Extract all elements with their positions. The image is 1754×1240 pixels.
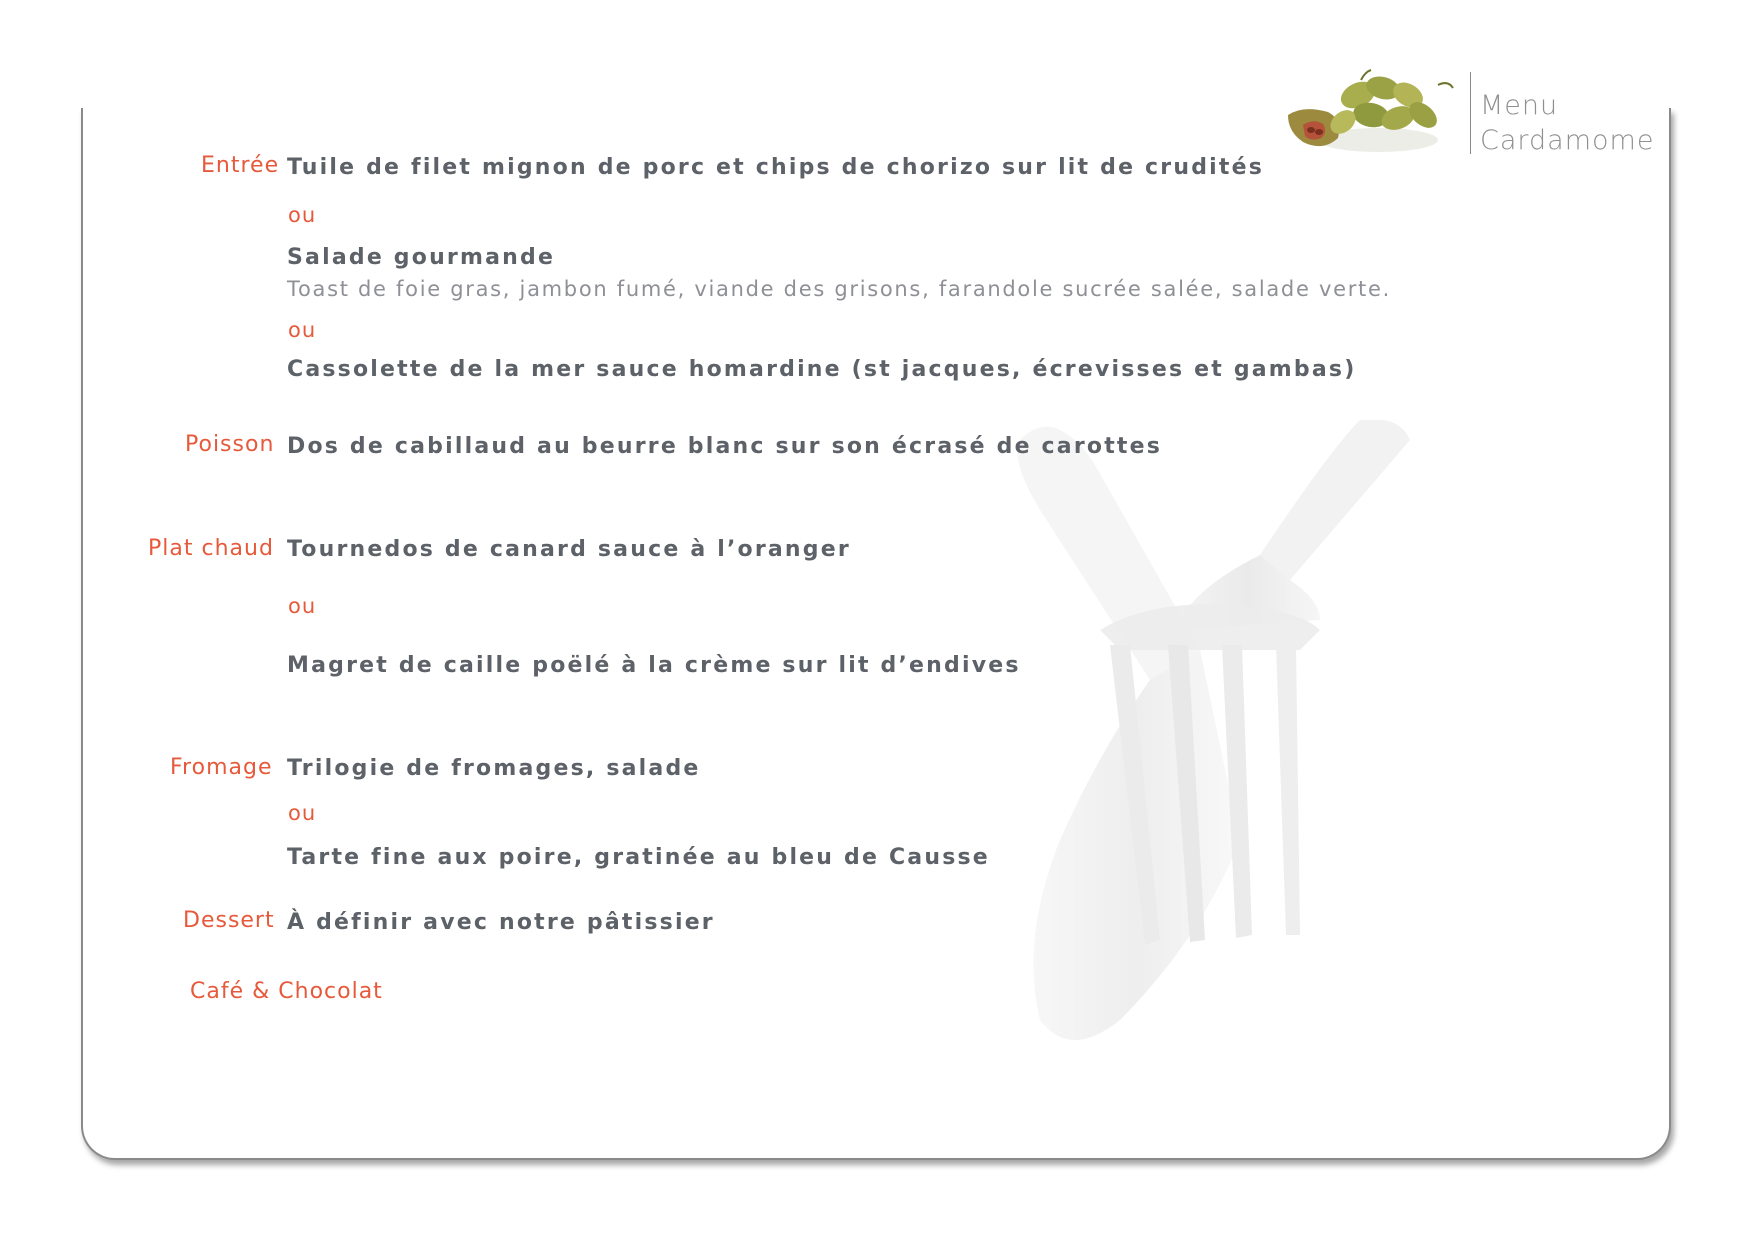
- section-label-cafe-chocolat: Café & Chocolat: [190, 979, 383, 1004]
- entree-dish-1: Tuile de filet mignon de porc et chips de chorizo sur lit de crudités: [287, 155, 1265, 180]
- menu-title-line2: Cardamome: [1480, 125, 1655, 156]
- entree-dish-2: Salade gourmande: [287, 245, 556, 270]
- entree-dish-2-description: Toast de foie gras, jambon fumé, viande des grisons, farandole sucrée salée, salade verte.: [287, 277, 1391, 301]
- plat-chaud-dish-2: Magret de caille poëlé à la crème sur lit d’endives: [287, 653, 1021, 678]
- fromage-dish-1: Trilogie de fromages, salade: [287, 756, 701, 781]
- section-label-entree: Entrée: [201, 153, 280, 178]
- menu-title-line1: Menu: [1480, 90, 1559, 121]
- entree-or-1: ou: [288, 203, 317, 227]
- fromage-dish-2: Tarte fine aux poire, gratinée au bleu de Causse: [287, 845, 990, 870]
- poisson-dish-1: Dos de cabillaud au beurre blanc sur son écrasé de carottes: [287, 434, 1163, 459]
- fromage-or-1: ou: [288, 801, 317, 825]
- menu-title: [1480, 88, 1654, 158]
- fork-and-knife-image: [1000, 420, 1520, 1120]
- entree-dish-3: Cassolette de la mer sauce homardine (st jacques, écrevisses et gambas): [287, 357, 1357, 382]
- section-label-fromage: Fromage: [170, 755, 273, 780]
- dessert-dish-1: À définir avec notre pâtissier: [287, 910, 715, 935]
- plat-chaud-dish-1: Tournedos de canard sauce à l’oranger: [287, 537, 851, 562]
- plat-chaud-or-1: ou: [288, 594, 317, 618]
- header-divider: [1470, 72, 1471, 154]
- section-label-plat-chaud: Plat chaud: [148, 536, 274, 561]
- section-label-dessert: Dessert: [183, 908, 275, 933]
- section-label-poisson: Poisson: [185, 432, 275, 457]
- entree-or-2: ou: [288, 318, 317, 342]
- cardamom-pods-image: [1283, 60, 1463, 160]
